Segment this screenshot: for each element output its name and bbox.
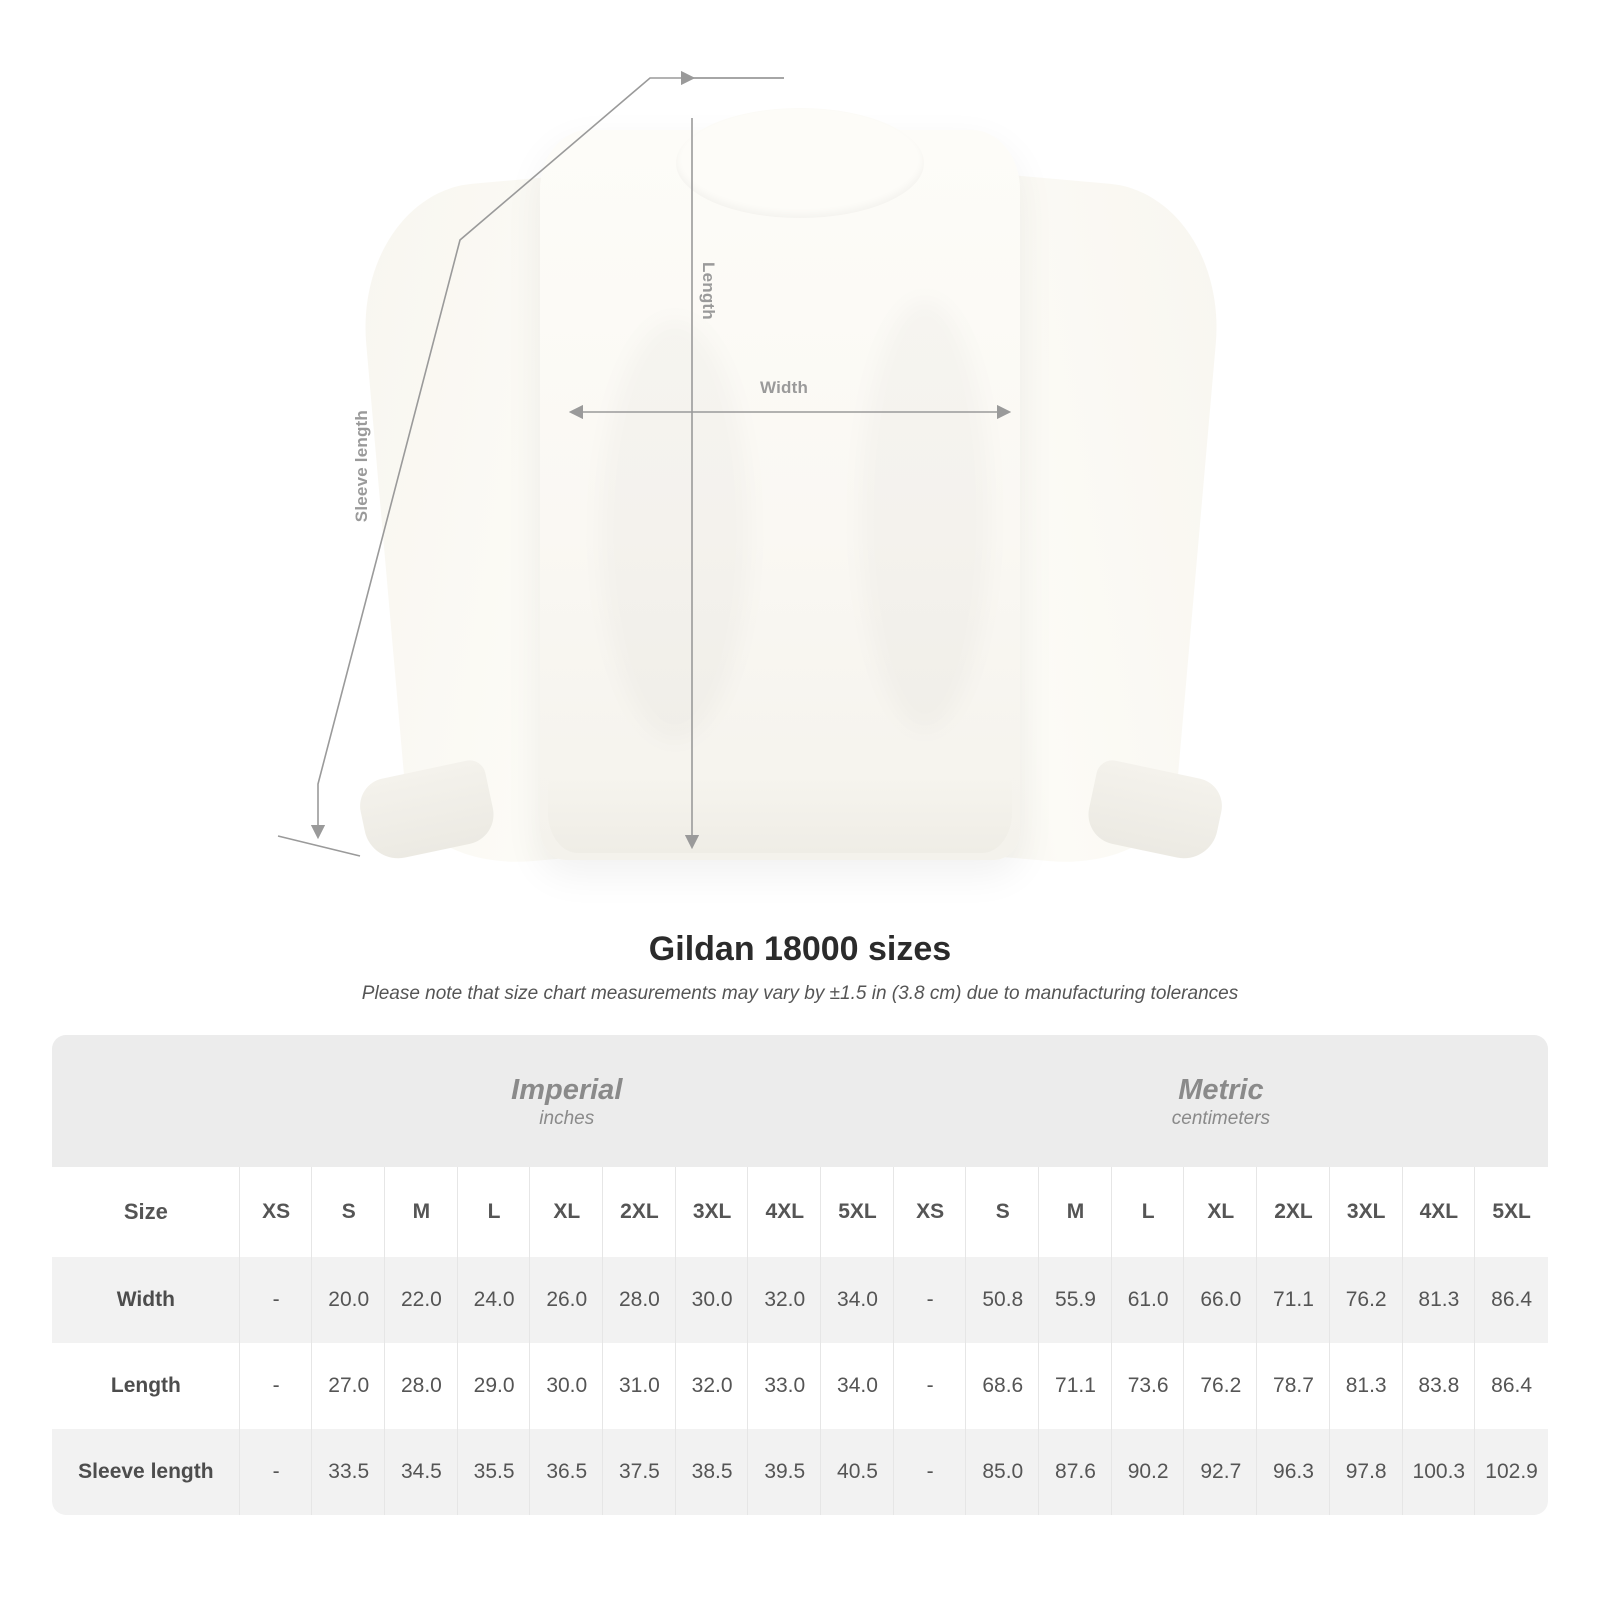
cell-width-metric-4xl: 81.3 [1403, 1257, 1476, 1343]
cell-length-metric-3xl: 81.3 [1330, 1343, 1403, 1429]
unit-header-metric [894, 1035, 1548, 1167]
unit-header-row [52, 1035, 1548, 1167]
cell-width-imperial-2xl: 28.0 [603, 1257, 676, 1343]
size-header-metric-2xl: 2XL [1257, 1167, 1330, 1257]
size-header-label: Size [52, 1167, 240, 1257]
cell-sleeve-metric-3xl: 97.8 [1330, 1429, 1403, 1515]
size-header-metric-3xl: 3XL [1330, 1167, 1403, 1257]
cell-width-imperial-3xl: 30.0 [676, 1257, 749, 1343]
size-header-metric-m: M [1039, 1167, 1112, 1257]
row-label-sleeve-length: Sleeve length [52, 1429, 240, 1515]
cell-width-imperial-4xl: 32.0 [748, 1257, 821, 1343]
cell-length-imperial-3xl: 32.0 [676, 1343, 749, 1429]
cell-length-metric-4xl: 83.8 [1403, 1343, 1476, 1429]
size-header-imperial-xl: XL [530, 1167, 603, 1257]
tolerance-note: Please note that size chart measurements may vary by ±1.5 in (3.8 cm) due to manufacturing tolerances [361, 983, 1239, 1004]
cell-length-imperial-2xl: 31.0 [603, 1343, 676, 1429]
cell-sleeve-metric-m: 87.6 [1039, 1429, 1112, 1515]
row-label-width: Width [52, 1257, 240, 1343]
cell-width-imperial-xl: 26.0 [530, 1257, 603, 1343]
sleeve-length-label: Sleeve length [352, 410, 371, 523]
cell-sleeve-metric-5xl: 102.9 [1475, 1429, 1548, 1515]
page-title: Gildan 18000 sizes [648, 930, 952, 968]
cell-sleeve-metric-2xl: 96.3 [1257, 1429, 1330, 1515]
table-row-width [52, 1257, 1548, 1343]
cell-width-imperial-m: 22.0 [385, 1257, 458, 1343]
cell-length-imperial-l: 29.0 [458, 1343, 531, 1429]
unit-name-imperial: Imperial [511, 1073, 623, 1106]
size-header-metric-4xl: 4XL [1403, 1167, 1476, 1257]
cell-sleeve-imperial-l: 35.5 [458, 1429, 531, 1515]
size-header-imperial-xs: XS [240, 1167, 313, 1257]
cell-length-imperial-s: 27.0 [312, 1343, 385, 1429]
size-header-imperial-5xl: 5XL [821, 1167, 894, 1257]
size-header-imperial-m: M [385, 1167, 458, 1257]
size-header-metric-xl: XL [1184, 1167, 1257, 1257]
cell-length-metric-2xl: 78.7 [1257, 1343, 1330, 1429]
size-chart-table-wrapper [52, 1035, 1548, 1515]
size-header-imperial-3xl: 3XL [676, 1167, 749, 1257]
size-header-imperial-s: S [312, 1167, 385, 1257]
cell-length-imperial-4xl: 33.0 [748, 1343, 821, 1429]
table-row-sleeve-length [52, 1429, 1548, 1515]
cell-width-imperial-l: 24.0 [458, 1257, 531, 1343]
chart-heading-block [0, 930, 1600, 1005]
cell-width-metric-m: 55.9 [1039, 1257, 1112, 1343]
cell-width-metric-l: 61.0 [1112, 1257, 1185, 1343]
cell-sleeve-imperial-xl: 36.5 [530, 1429, 603, 1515]
unit-header-spacer [52, 1035, 240, 1167]
unit-sub-metric: centimeters [1171, 1108, 1270, 1130]
width-label: Width [760, 378, 809, 397]
unit-sub-imperial: inches [539, 1108, 595, 1130]
size-header-row [52, 1167, 1548, 1257]
cell-sleeve-metric-4xl: 100.3 [1403, 1429, 1476, 1515]
fabric-shadow-left [600, 320, 750, 740]
cell-length-imperial-5xl: 34.0 [821, 1343, 894, 1429]
cell-sleeve-imperial-2xl: 37.5 [603, 1429, 676, 1515]
cell-width-metric-xs: - [894, 1257, 967, 1343]
size-chart-table [52, 1035, 1548, 1515]
cell-width-metric-s: 50.8 [966, 1257, 1039, 1343]
size-header-metric-5xl: 5XL [1475, 1167, 1548, 1257]
cell-width-imperial-xs: - [240, 1257, 313, 1343]
cell-width-metric-3xl: 76.2 [1330, 1257, 1403, 1343]
cell-length-metric-5xl: 86.4 [1475, 1343, 1548, 1429]
size-header-metric-l: L [1112, 1167, 1185, 1257]
cell-sleeve-metric-xs: - [894, 1429, 967, 1515]
cell-sleeve-metric-xl: 92.7 [1184, 1429, 1257, 1515]
cell-sleeve-imperial-5xl: 40.5 [821, 1429, 894, 1515]
size-header-imperial-l: L [458, 1167, 531, 1257]
length-label: Length [699, 262, 718, 320]
cell-sleeve-imperial-s: 33.5 [312, 1429, 385, 1515]
cell-length-metric-s: 68.6 [966, 1343, 1039, 1429]
size-header-metric-xs: XS [894, 1167, 967, 1257]
size-header-imperial-2xl: 2XL [603, 1167, 676, 1257]
garment-hem [548, 775, 1012, 853]
unit-name-metric: Metric [1178, 1073, 1264, 1106]
cell-sleeve-imperial-m: 34.5 [385, 1429, 458, 1515]
unit-header-imperial [240, 1035, 894, 1167]
cell-length-metric-l: 73.6 [1112, 1343, 1185, 1429]
cell-length-metric-m: 71.1 [1039, 1343, 1112, 1429]
cell-length-imperial-xl: 30.0 [530, 1343, 603, 1429]
cell-length-imperial-m: 28.0 [385, 1343, 458, 1429]
table-row-length [52, 1343, 1548, 1429]
cell-width-metric-5xl: 86.4 [1475, 1257, 1548, 1343]
cell-length-imperial-xs: - [240, 1343, 313, 1429]
cell-sleeve-imperial-xs: - [240, 1429, 313, 1515]
cell-width-metric-2xl: 71.1 [1257, 1257, 1330, 1343]
cell-sleeve-metric-l: 90.2 [1112, 1429, 1185, 1515]
cell-sleeve-metric-s: 85.0 [966, 1429, 1039, 1515]
cell-length-metric-xs: - [894, 1343, 967, 1429]
cell-width-imperial-5xl: 34.0 [821, 1257, 894, 1343]
row-label-length: Length [52, 1343, 240, 1429]
collar-outer [676, 108, 924, 218]
cell-sleeve-imperial-3xl: 38.5 [676, 1429, 749, 1515]
cell-width-metric-xl: 66.0 [1184, 1257, 1257, 1343]
cell-width-imperial-s: 20.0 [312, 1257, 385, 1343]
fabric-shadow-right [860, 300, 990, 730]
size-header-metric-s: S [966, 1167, 1039, 1257]
cell-length-metric-xl: 76.2 [1184, 1343, 1257, 1429]
cell-sleeve-imperial-4xl: 39.5 [748, 1429, 821, 1515]
size-header-imperial-4xl: 4XL [748, 1167, 821, 1257]
